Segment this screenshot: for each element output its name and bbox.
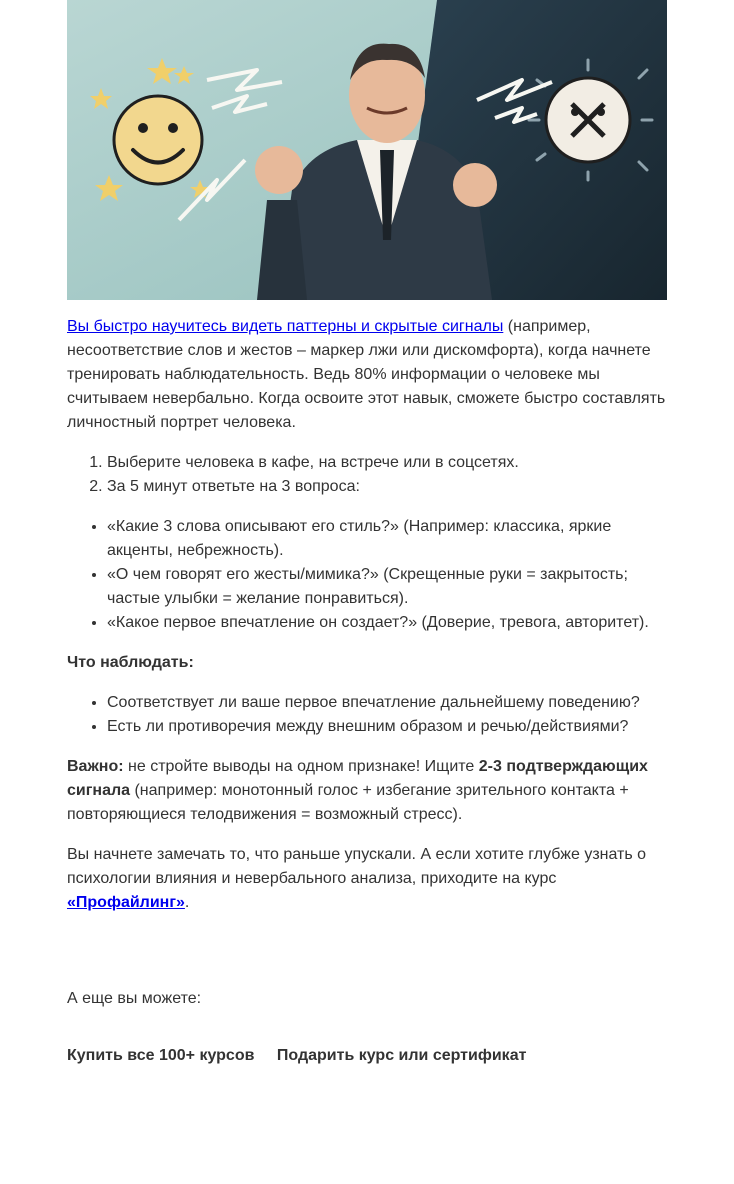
list-item: 1. Выберите человека в кафе, на встрече или в соцсетях.: [107, 451, 667, 475]
list-item: • Есть ли противоречия между внешним образом и речью/действиями?: [107, 715, 667, 739]
watch-heading: Что наблюдать:: [67, 654, 194, 671]
notice-end: .: [184, 894, 190, 911]
list-item: • Соответствует ли ваше первое впечатление дальнейшему поведению?: [107, 691, 667, 715]
intro-text: (например, несоответствие слов и жестов – маркер лжи или дискомфорта), когда начнете тренировать наблюдательность. Ведь 80% информации о человеке мы считываем невербально. Когда освоите этот навык, сможете быстро составлять личностный портрет человека.: [67, 318, 666, 431]
cut-links-row: [67, 1040, 667, 1064]
list-item: • «Какое первое впечатление он создает?» (Доверие, тревога, авторитет).: [107, 611, 667, 635]
hero-picture: [67, 0, 667, 300]
signals-link[interactable]: Вы быстро научитесь видеть паттерны и скрытые сигналы: [67, 318, 504, 335]
notice-text: Вы начнете замечать то, что раньше упускали. А если хотите глубже узнать о психологии влияния и невербального анализа, приходите на курс: [67, 846, 647, 887]
profiling-course-link[interactable]: «Профайлинг»: [67, 894, 185, 911]
smiley-icon: [114, 96, 202, 184]
important-text-2: (например: монотонный голос + избегание зрительного контакта + повторяющиеся телодвижения = возможный стресс).: [67, 782, 629, 823]
important-paragraph: [67, 755, 667, 827]
questions-list: [67, 515, 667, 635]
watch-list: [67, 691, 667, 739]
intro-paragraph: [67, 315, 667, 435]
notice-paragraph: [67, 843, 667, 915]
cross-face-icon: [546, 78, 630, 162]
important-text: не стройте выводы на одном признаке! Ищите: [123, 758, 479, 775]
important-label: Важно:: [67, 758, 124, 775]
article: [67, 0, 667, 1064]
hero-illustration: [67, 0, 667, 300]
more-heading: А еще вы можете:: [67, 990, 202, 1007]
gift-course-link[interactable]: Подарить курс или сертификат: [276, 1047, 527, 1064]
important-bold: 2-3 подтверждающих сигнала: [67, 758, 648, 799]
buy-all-courses-link[interactable]: Купить все 100+ курсов: [67, 1047, 255, 1064]
steps-list: [67, 451, 667, 499]
list-item: 2. За 5 минут ответьте на 3 вопроса:: [107, 475, 667, 499]
list-item: • «О чем говорят его жесты/мимика?» (Скрещенные руки = закрытость; частые улыбки = желание понравиться).: [107, 563, 667, 611]
list-item: • «Какие 3 слова описывают его стиль?» (Например: классика, яркие акценты, небрежность).: [107, 515, 667, 563]
